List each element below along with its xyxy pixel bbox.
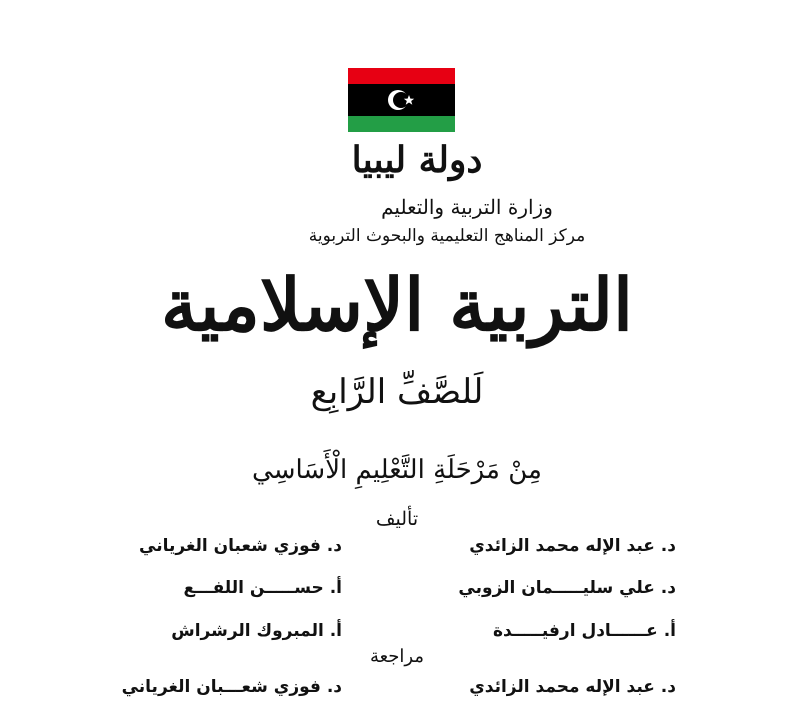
- reviewer-name: د. فوزي شعـــبان الغرياني: [121, 677, 342, 697]
- author-name: د. فوزي شعبان الغرياني: [139, 536, 342, 556]
- book-subject-title: التربية الإسلامية: [160, 262, 634, 347]
- flag-green-band: [348, 116, 455, 132]
- education-stage: مِنْ مَرْحَلَةِ التَّعْلِيمِ الْأَسَاسِي: [252, 455, 542, 485]
- author-name: أ. عــــــادل ارفيـــــدة: [492, 621, 676, 641]
- libya-flag: [348, 68, 455, 132]
- author-name: د. علي سليـــــمان الزوبي: [458, 578, 676, 598]
- author-name: أ. المبروك الرشراش: [171, 621, 342, 641]
- state-name: دولة ليبيا: [351, 139, 483, 181]
- author-name: أ. حســـــن اللفـــع: [183, 578, 342, 598]
- review-label: مراجعة: [369, 646, 425, 667]
- authored-label: تأليف: [375, 508, 419, 530]
- crescent-star-icon: [385, 86, 419, 114]
- flag-red-band: [348, 68, 455, 84]
- reviewer-name: د. عبد الإله محمد الزائدي: [469, 677, 676, 697]
- curriculum-center-name: مركز المناهج التعليمية والبحوث التربوية: [308, 226, 586, 246]
- ministry-name: وزارة التربية والتعليم: [381, 195, 553, 219]
- grade-title: لَلصَّفِّ الرَّابِع: [310, 372, 484, 412]
- author-name: د. عبد الإله محمد الزائدي: [469, 536, 676, 556]
